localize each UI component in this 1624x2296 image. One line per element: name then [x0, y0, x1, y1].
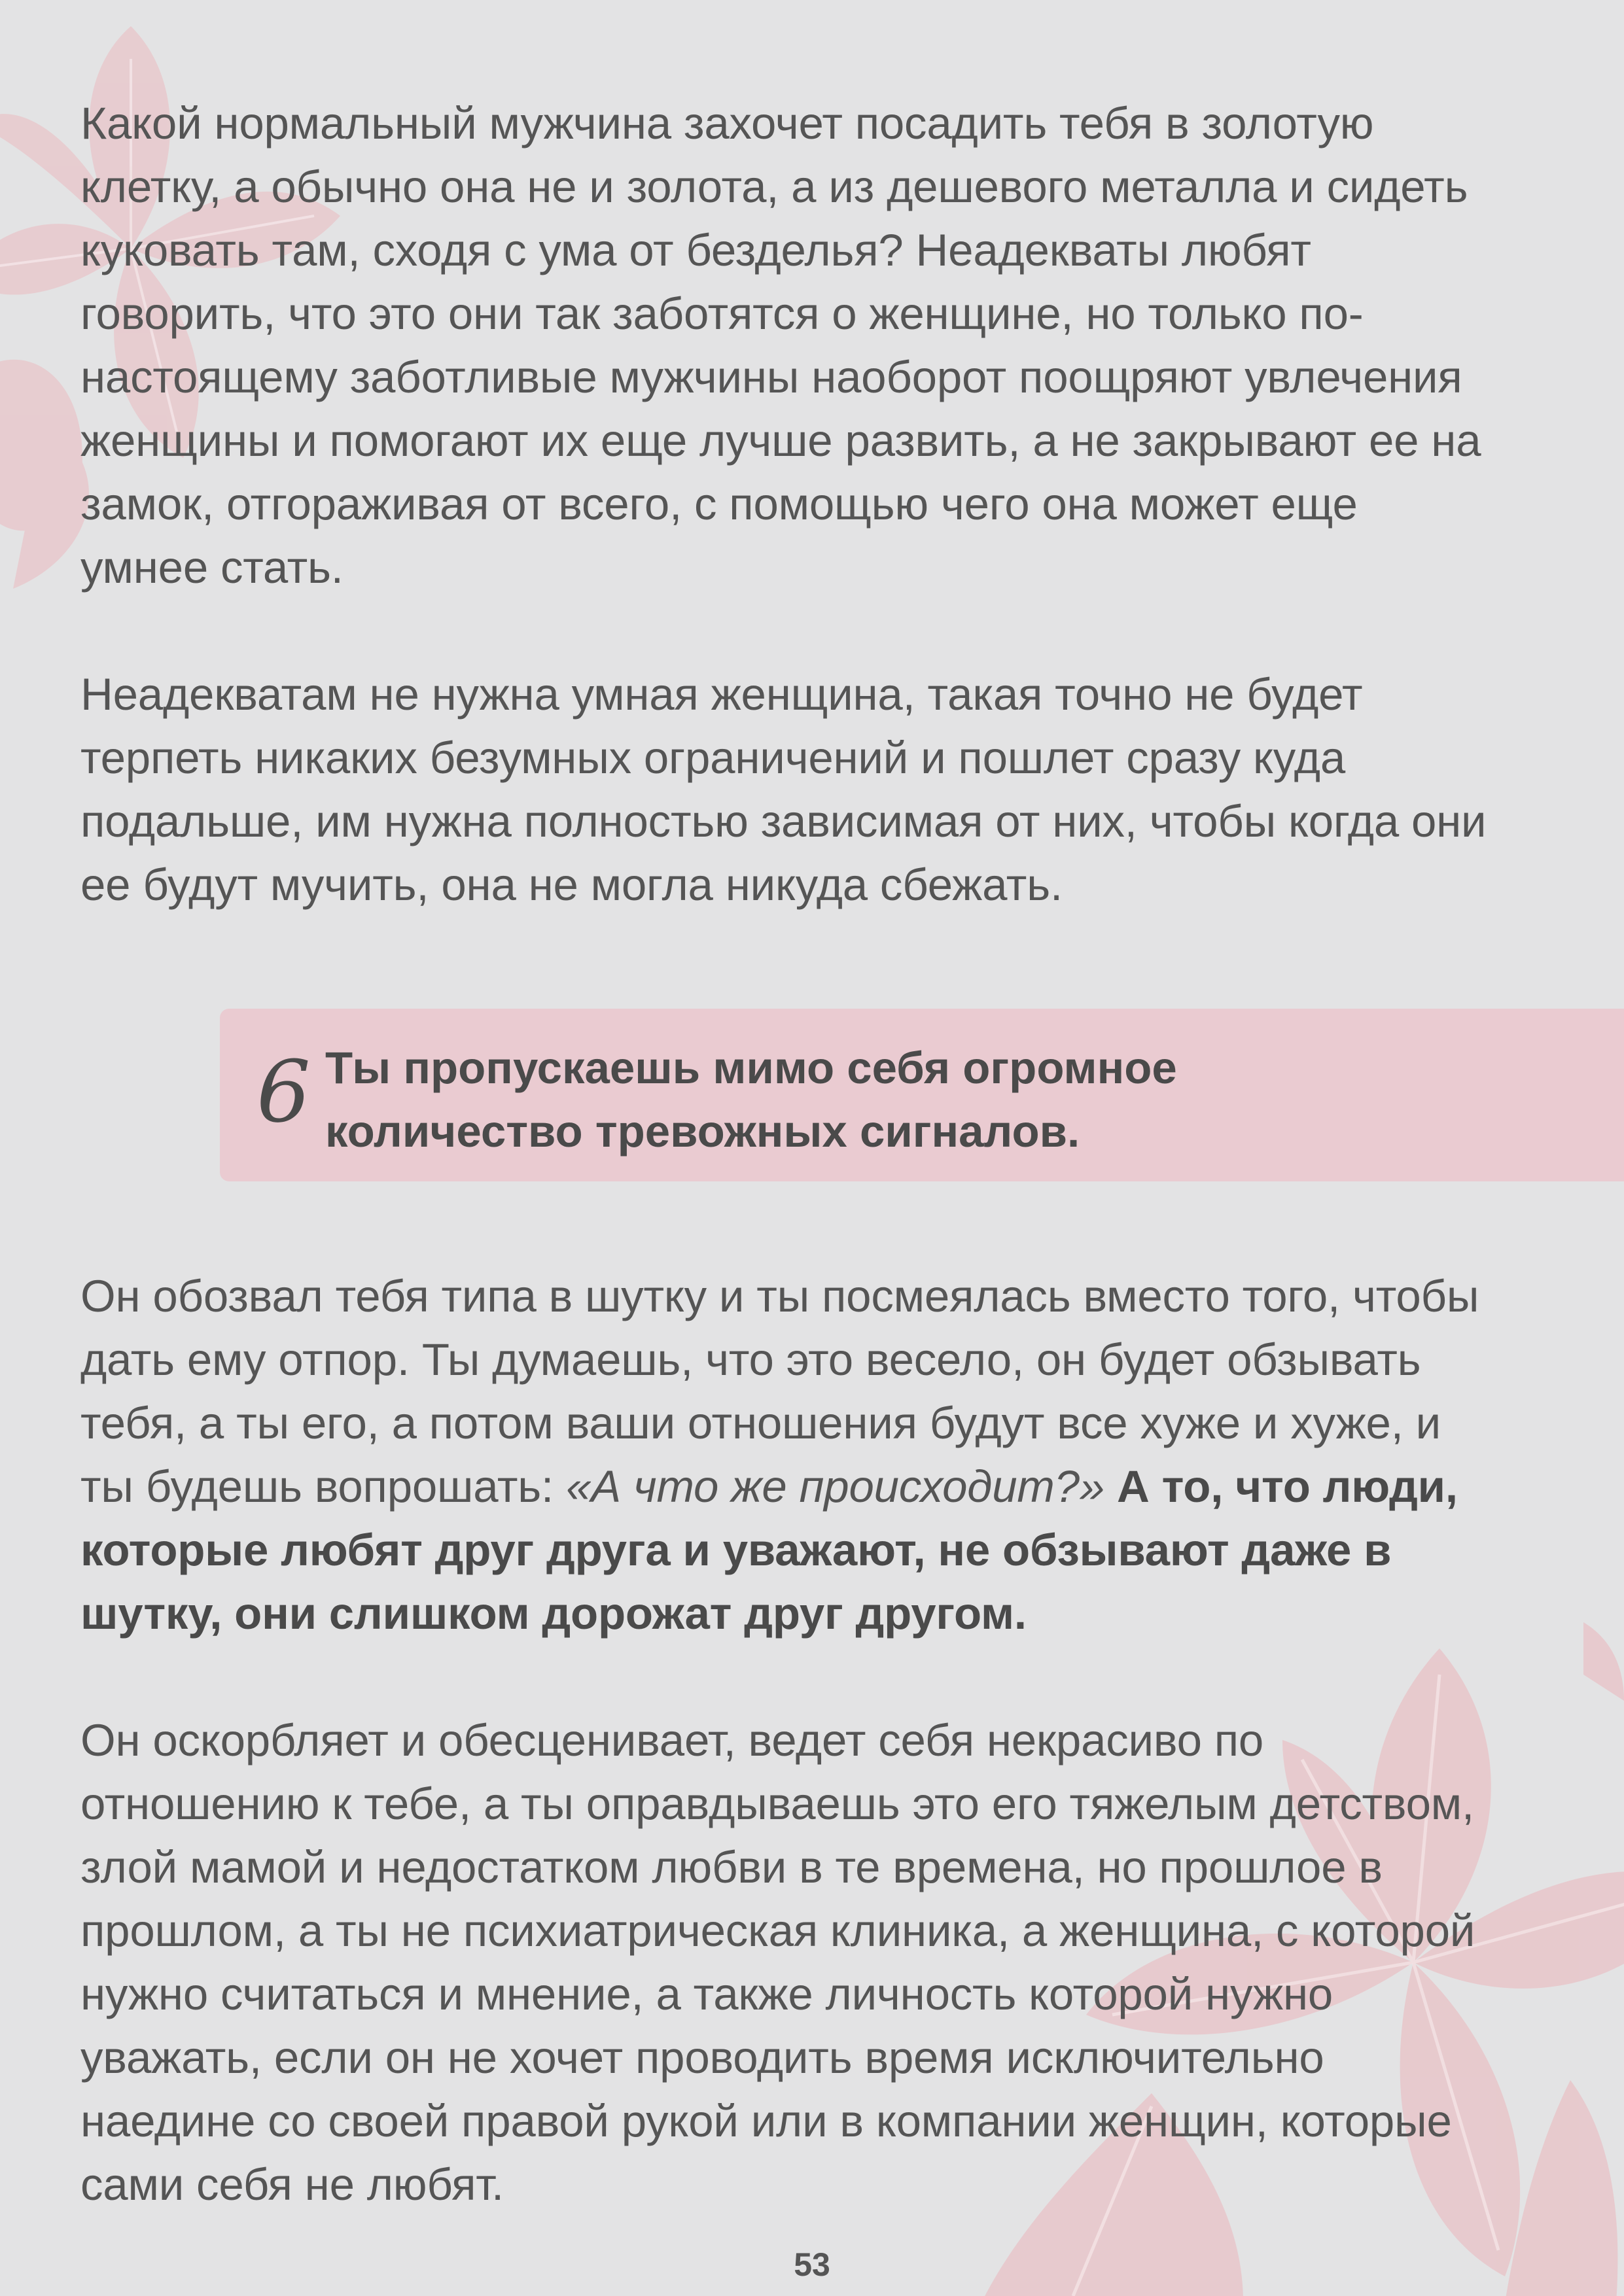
paragraph-joke-plain: Он обозвал тебя типа в шутку и ты посмеялась вместо того, чтобы дать ему отпор. Ты думаешь, что это весело, он будет обзывать тебя, а ты его, а потом ваши отношения будут все хуже и хуже, и ты будешь вопрошать:: [80, 1271, 1479, 1512]
top-text-block: [80, 92, 1553, 916]
callout-box: [220, 1009, 1624, 1181]
paragraph-golden-cage: Какой нормальный мужчина захочет посадить тебя в золотую клетку, а обычно она не и золота, а из дешевого металла и сидеть куковать там, сходя с ума от безделья? Неадекваты любят говорить, что это они так заботятся о женщине, но только по- настоящему заботливые мужчины наоборот поощряют увлечения женщины и помогают их еще лучше развить, а не закрывают ее на замок, отгораживая от всего, с помощью чего она может еще умнее стать.: [80, 98, 1481, 593]
paragraph-joke-insult: [80, 1264, 1553, 1645]
bottom-text-block: [80, 1264, 1553, 2216]
paragraph-devalue: Он оскорбляет и обесценивает, ведет себя некрасиво по отношению к тебе, а ты оправдываешь это его тяжелым детством, злой мамой и недостатком любви в те времена, но прошлое в прошлом, а ты не психиатрическая клиника, а женщина, с которой нужно считаться и мнение, а также личность которой нужно уважать, если он не хочет проводить время исключительно наедине со своей правой рукой или в компании женщин, которые сами себя не любят.: [80, 1715, 1475, 2210]
callout-number: 6: [256, 1042, 311, 1141]
paragraph-joke-italic: «А что же происходит?»: [565, 1461, 1105, 1512]
paragraph-joke-bold: А то, что люди, которые любят друг друга и уважают, не обзывают даже в шутку, они слишком дорожат друг другом.: [80, 1461, 1458, 1639]
page-number: 53: [794, 2246, 830, 2283]
paragraph-smart-woman: Неадекватам не нужна умная женщина, такая точно не будет терпеть никаких безумных ограничений и пошлет сразу куда подальше, им нужна полностью зависимая от них, чтобы когда они ее будут мучить, она не могла никуда сбежать.: [80, 669, 1487, 910]
callout-heading: Ты пропускаешь мимо себя огромное количество тревожных сигналов.: [325, 1043, 1177, 1157]
